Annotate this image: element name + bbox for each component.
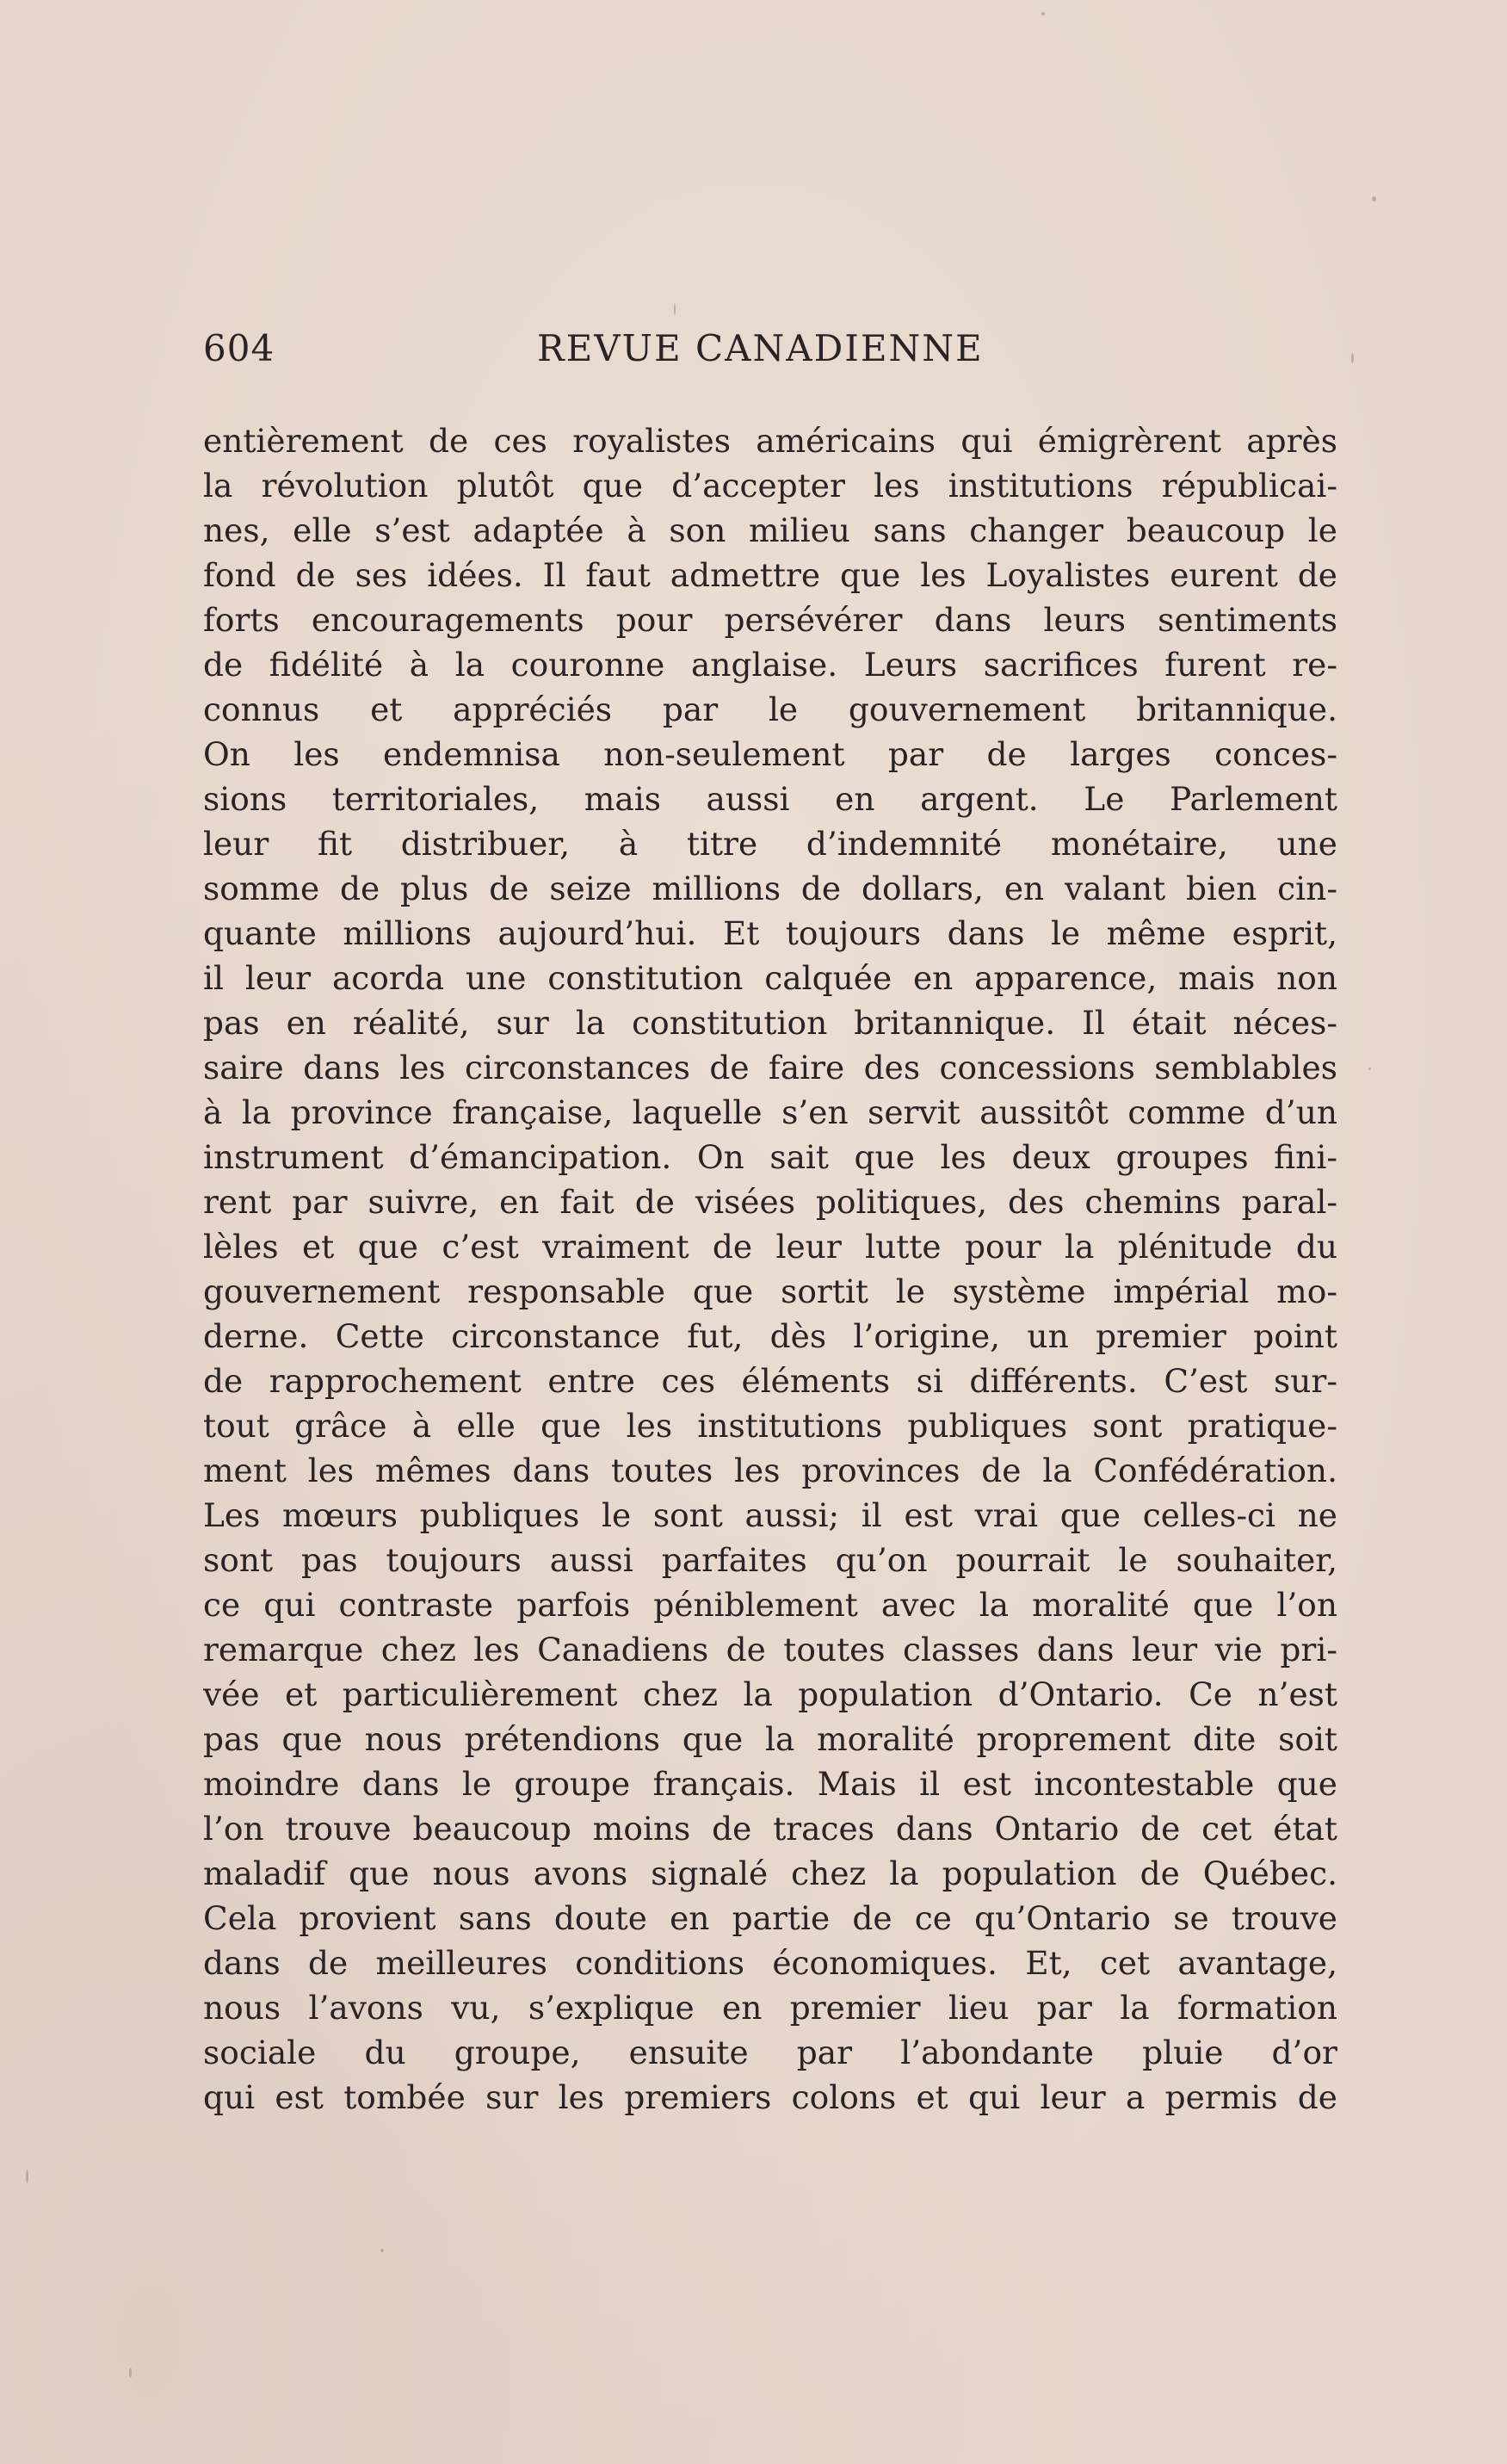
text-line: il leur acorda une constitution calquée en apparence, mais non xyxy=(203,959,1337,997)
paper-speck xyxy=(1041,12,1045,15)
text-line: forts encouragements pour persévérer dans leurs sentiments xyxy=(203,601,1337,639)
text-line: rent par suivre, en fait de visées politiques, des chemins paral- xyxy=(203,1183,1337,1221)
text-line: sont pas toujours aussi parfaites qu’on pourrait le souhaiter, xyxy=(203,1541,1337,1579)
text-line: pas que nous prétendions que la moralité proprement dite soit xyxy=(203,1720,1337,1758)
paper-speck xyxy=(1372,196,1376,201)
text-line: leur fit distribuer, à titre d’indemnité monétaire, une xyxy=(203,825,1337,863)
text-line: Les mœurs publiques le sont aussi; il est vrai que celles-ci ne xyxy=(203,1496,1337,1534)
running-title: REVUE CANADIENNE xyxy=(537,327,984,369)
body-text xyxy=(203,418,1337,2120)
text-line: moindre dans le groupe français. Mais il est incontestable que xyxy=(203,1765,1337,1803)
text-line: entièrement de ces royalistes américains qui émigrèrent après xyxy=(203,422,1337,460)
text-line: Cela provient sans doute en partie de ce qu’Ontario se trouve xyxy=(203,1899,1337,1937)
text-line: remarque chez les Canadiens de toutes classes dans leur vie pri- xyxy=(203,1631,1337,1668)
text-line: de rapprochement entre ces éléments si différents. C’est sur- xyxy=(203,1362,1337,1400)
text-line: quante millions aujourd’hui. Et toujours dans le même esprit, xyxy=(203,914,1337,952)
text-line: l’on trouve beaucoup moins de traces dans Ontario de cet état xyxy=(203,1810,1337,1848)
text-line: derne. Cette circonstance fut, dès l’origine, un premier point xyxy=(203,1317,1337,1355)
text-line: la révolution plutôt que d’accepter les institutions républicai- xyxy=(203,467,1337,505)
text-line: à la province française, laquelle s’en servit aussitôt comme d’un xyxy=(203,1093,1337,1131)
page-header xyxy=(203,327,1337,387)
text-line: gouvernement responsable que sortit le système impérial mo- xyxy=(203,1272,1337,1310)
paper-speck xyxy=(1351,353,1354,363)
text-line: ce qui contraste parfois péniblement avec la moralité que l’on xyxy=(203,1586,1337,1624)
text-line: saire dans les circonstances de faire des concessions semblables xyxy=(203,1049,1337,1087)
text-line: connus et appréciés par le gouvernement britannique. xyxy=(203,690,1337,728)
text-line: ment les mêmes dans toutes les provinces de la Confédération. xyxy=(203,1452,1337,1489)
paper-speck xyxy=(129,2368,132,2378)
paper-speck xyxy=(674,303,676,315)
text-line: nes, elle s’est adaptée à son milieu sans changer beaucoup le xyxy=(203,511,1337,549)
text-line: somme de plus de seize millions de dollars, en valant bien cin- xyxy=(203,870,1337,907)
text-line: qui est tombée sur les premiers colons et qui leur a permis de xyxy=(203,2078,1337,2116)
text-line: sions territoriales, mais aussi en argent. Le Parlement xyxy=(203,780,1337,818)
text-line: vée et particulièrement chez la population d’Ontario. Ce n’est xyxy=(203,1675,1337,1713)
text-line: sociale du groupe, ensuite par l’abondante pluie d’or xyxy=(203,2034,1337,2071)
text-line: maladif que nous avons signalé chez la population de Québec. xyxy=(203,1854,1337,1892)
page-number: 604 xyxy=(203,327,275,369)
text-line: lèles et que c’est vraiment de leur lutte pour la plénitude du xyxy=(203,1228,1337,1266)
text-line: On les endemnisa non-seulement par de larges conces- xyxy=(203,735,1337,773)
text-line: nous l’avons vu, s’explique en premier lieu par la formation xyxy=(203,1989,1337,2027)
paper-speck xyxy=(1368,1068,1371,1070)
text-line: de fidélité à la couronne anglaise. Leurs sacrifices furent re- xyxy=(203,646,1337,684)
paper-speck xyxy=(26,2170,28,2183)
text-line: fond de ses idées. Il faut admettre que les Loyalistes eurent de xyxy=(203,556,1337,594)
text-line: instrument d’émancipation. On sait que les deux groupes fini- xyxy=(203,1138,1337,1176)
paper-speck xyxy=(380,2249,384,2252)
text-line: tout grâce à elle que les institutions publiques sont pratique- xyxy=(203,1407,1337,1445)
text-line: pas en réalité, sur la constitution britannique. Il était néces- xyxy=(203,1004,1337,1042)
text-line: dans de meilleures conditions économiques. Et, cet avantage, xyxy=(203,1944,1337,1982)
